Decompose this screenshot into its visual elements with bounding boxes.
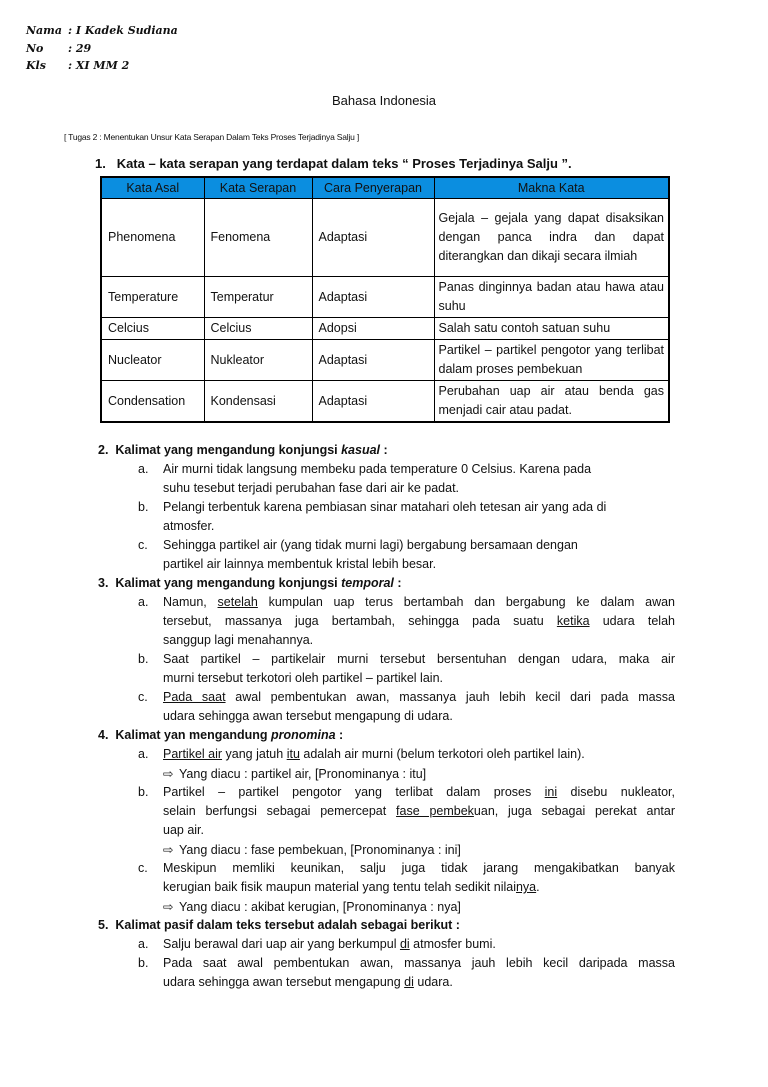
q1-text: Kata – kata serapan yang terdapat dalam teks “ Proses Terjadinya Salju ”. [116,156,572,171]
cell-serapan: Temperatur [204,277,312,318]
cell-asal: Phenomena [101,199,204,277]
no-value: : 29 [68,42,92,55]
q4-b-line1 [163,785,675,799]
text-part: udara sehingga awan tersebut mengapung [163,975,405,989]
q3-b-line1: Saat partikel – partikelair murni tersebut bersentuhan dengan udara, maka air [163,652,675,666]
cell-makna: Gejala – gejala yang dapat disaksikan dengan panca indra dan dapat diterangkan dan dikaji secara ilmiah [434,199,669,277]
q3-keyword: temporal [341,576,394,590]
class-value: : XI MM 2 [68,59,130,72]
underlined-word: di [399,937,410,951]
ref-text: Yang diacu : partikel air, [Pronominanya : itu] [179,767,427,781]
item-letter: b. [138,785,149,799]
q5-text: Kalimat pasif dalam teks tersebut adalah sebagai berikut : [115,918,460,932]
q2-item-a [138,462,148,476]
th-cara: Cara Penyerapan [312,177,434,199]
table-header-row [101,177,669,199]
underlined-word: setelah [217,595,258,609]
table-row [101,277,669,318]
q2-number: 2. [98,443,109,457]
q2-heading [98,443,388,457]
cell-makna: Salah satu contoh satuan suhu [434,318,669,340]
page-title [0,93,768,108]
q2-c-line2: partikel air lainnya membentuk kristal lebih besar. [163,557,437,571]
q5-b-line2 [163,975,453,989]
item-letter: b. [138,500,149,514]
q3-colon: : [393,576,402,590]
q3-c-line2: udara sehingga awan tersebut mengapung di udara. [163,709,453,723]
cell-serapan: Kondensasi [204,381,312,423]
q3-heading [98,576,402,590]
cell-asal: Condensation [101,381,204,423]
cell-cara: Adopsi [312,318,434,340]
cell-makna: Partikel – partikel pengotor yang terlibat dalam proses pembekuan [434,340,669,381]
q4-heading [98,728,343,742]
item-letter: a. [138,747,149,761]
underlined-word: fase pembek [396,804,474,818]
table-row [101,199,669,277]
text-part: Partikel – partikel pengotor yang terlibat dalam proses [163,785,545,799]
name-value: : I Kadek Sudiana [68,24,178,37]
cell-asal: Celcius [101,318,204,340]
item-letter: a. [138,937,149,951]
q1-heading [95,156,572,171]
text-part: uan, juga sebagai perekat antar [473,804,675,818]
q4-c-line1: Meskipun memliki keunikan, salju juga tidak jarang mengakibatkan banyak [163,861,675,875]
cell-serapan: Fenomena [204,199,312,277]
text-part: Salju berawal dari uap air yang berkumpul [163,937,400,951]
q4-number: 4. [98,728,109,742]
underlined-word: ini [544,785,558,799]
text-part: kerugian baik fisik maupun material yang tentu telah sedikit nilai [163,880,516,894]
text-part: awal pembentukan awan, massanya jauh lebih kecil dari pada massa [225,690,676,704]
q2-colon: : [380,443,388,457]
q3-number: 3. [98,576,109,590]
q2-b-line1: Pelangi terbentuk karena pembiasan sinar matahari oleh tetesan air yang ada di [163,500,607,514]
cell-cara: Adaptasi [312,381,434,423]
q5-b-line1: Pada saat awal pembentukan awan, massanya jauh lebih kecil daripada massa [163,956,675,970]
underlined-word: ketika [556,614,590,628]
text-part: kumpulan uap terus bertambah dan bergabung ke dalam awan [257,595,675,609]
th-kata-serapan: Kata Serapan [204,177,312,199]
text-part: selain berfungsi sebagai pemercepat [163,804,397,818]
q4-keyword: pronomina [270,728,336,742]
cell-serapan: Nukleator [204,340,312,381]
underlined-word: Partikel air [163,747,223,761]
text-part: tersebut, massanya juga bertambah, sehingga pada suatu [163,614,557,628]
cell-asal: Temperature [101,277,204,318]
text-part: yang jatuh [222,747,287,761]
q4-b-ref [163,842,461,857]
q2-a-line1: Air murni tidak langsung membeku pada temperature 0 Celsius. Karena pada [163,462,592,476]
text-part: udara. [413,975,453,989]
class-label: Kls [26,59,46,72]
q3-a-line2 [163,614,675,628]
table-row [101,340,669,381]
underlined-word: itu [286,747,300,761]
item-letter: b. [138,652,149,666]
q5-heading [98,918,460,932]
ref-text: Yang diacu : fase pembekuan, [Pronominanya : ini] [179,843,461,857]
q2-a-line2: suhu tesebut terjadi perubahan fase dari air ke padat. [163,481,460,495]
ref-text: Yang diacu : akibat kerugian, [Pronominanya : nya] [179,900,461,914]
underlined-word: Pada saat [163,690,226,704]
title-text: Bahasa Indonesia [331,93,437,108]
q4-text: Kalimat yan mengandung [115,728,271,742]
text-part: . [536,880,540,894]
q1-number: 1. [95,156,106,171]
cell-asal: Nucleator [101,340,204,381]
cell-makna: Perubahan uap air atau benda gas menjadi cair atau padat. [434,381,669,423]
text-part: disebu nukleator, [557,785,675,799]
q5-a-line1 [163,937,496,951]
arrow-right-icon: ⇨ [163,767,174,781]
item-letter: b. [138,956,149,970]
no-label: No [26,42,44,55]
item-letter: a. [138,462,149,476]
q3-a-line1 [163,595,675,609]
q2-text: Kalimat yang mengandung konjungsi [115,443,342,457]
text-part: atmosfer bumi. [409,937,496,951]
q5-number: 5. [98,918,109,932]
q3-c-line1 [163,690,675,704]
item-letter: c. [138,861,148,875]
loanword-table [100,176,670,423]
header-class [26,59,129,72]
q4-a-ref [163,766,426,781]
text-part: Namun, [163,595,218,609]
cell-cara: Adaptasi [312,277,434,318]
cell-makna: Panas dinginnya badan atau hawa atau suhu [434,277,669,318]
q4-a-line1 [163,747,585,761]
q4-b-line2 [163,804,675,818]
th-makna: Makna Kata [434,177,669,199]
item-letter: c. [138,690,148,704]
q4-c-line2 [163,880,540,894]
q2-keyword: kasual [341,443,381,457]
table-row [101,318,669,340]
text-part: adalah air murni (belum terkotori oleh partikel lain). [299,747,585,761]
text-part: udara telah [589,614,675,628]
q2-c-line1: Sehingga partikel air (yang tidak murni lagi) bergabung bersamaan dengan [163,538,578,552]
q3-text: Kalimat yang mengandung konjungsi [115,576,342,590]
subtitle: [ Tugas 2 : Menentukan Unsur Kata Serapan Dalam Teks Proses Terjadinya Salju ] [64,132,359,142]
underlined-word: di [404,975,414,989]
header-no [26,42,91,55]
q3-a-line3: sanggup lagi menahannya. [163,633,314,647]
arrow-right-icon: ⇨ [163,843,174,857]
arrow-right-icon: ⇨ [163,900,174,914]
item-letter: c. [138,538,148,552]
underlined-word: nya [515,880,537,894]
q4-b-line3: uap air. [163,823,205,837]
cell-serapan: Celcius [204,318,312,340]
cell-cara: Adaptasi [312,199,434,277]
table-row [101,381,669,423]
q2-b-line2: atmosfer. [163,519,215,533]
name-label: Nama [26,24,62,37]
header-name [26,24,178,37]
th-kata-asal: Kata Asal [101,177,204,199]
q4-c-ref [163,899,461,914]
item-letter: a. [138,595,149,609]
q4-colon: : [335,728,344,742]
q3-b-line2: murni tersebut terkotori oleh partikel – partikel lain. [163,671,443,685]
cell-cara: Adaptasi [312,340,434,381]
